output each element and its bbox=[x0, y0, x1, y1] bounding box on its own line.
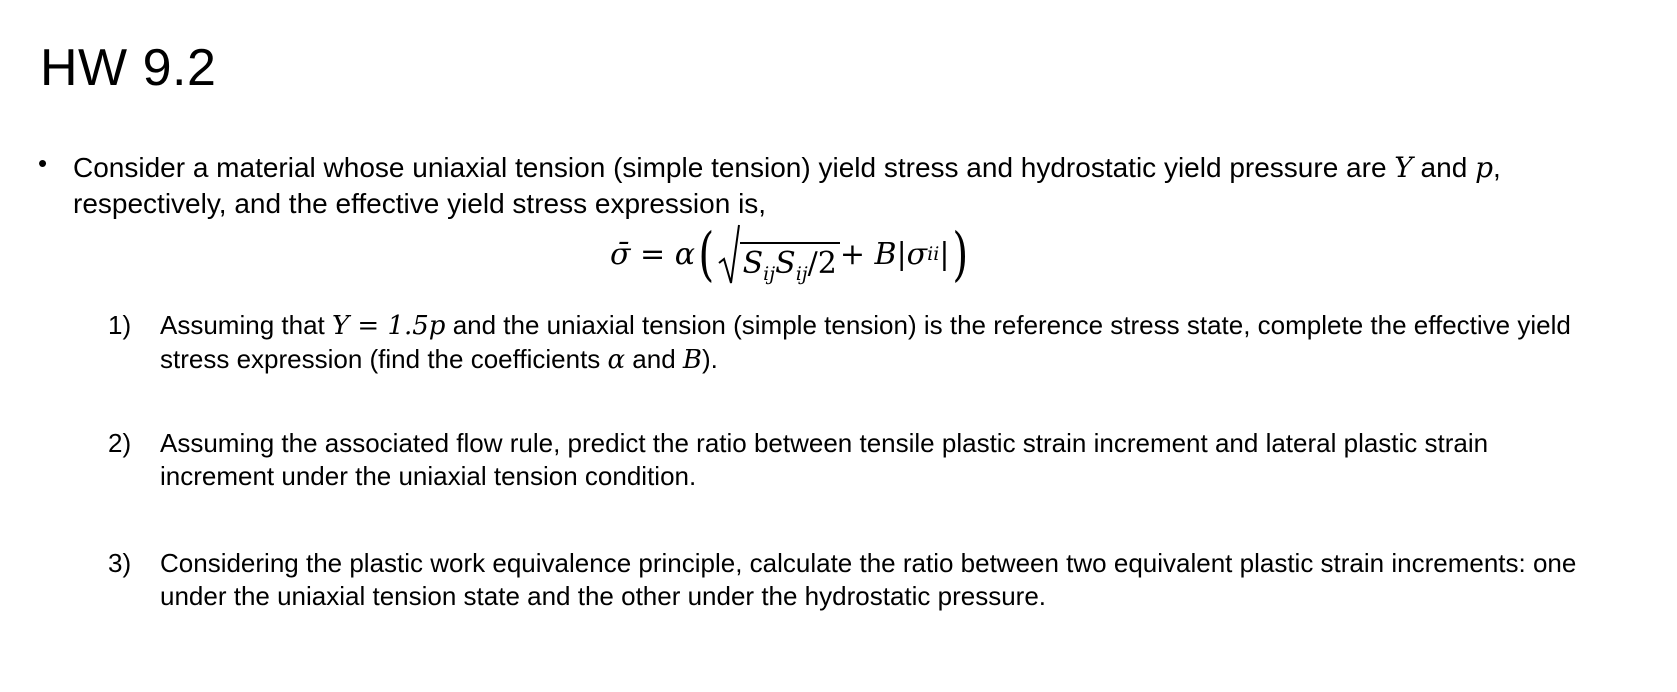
subscript-ij: ij bbox=[763, 263, 776, 285]
math-B: B bbox=[682, 345, 703, 375]
item-number: 1) bbox=[108, 310, 132, 340]
math-alpha: α bbox=[607, 345, 626, 375]
item-text-segment: and the uniaxial tension (simple tension) is the reference stress state, complete the effective yield stress expression (find the coefficients bbox=[160, 310, 1571, 374]
abs-close: | bbox=[939, 236, 950, 272]
symbol-S: S bbox=[775, 246, 796, 281]
math-Y-equals-1.5p: Y = 1.5p bbox=[331, 311, 446, 341]
item-number: 2) bbox=[108, 428, 132, 458]
intro-text-1: Consider a material whose uniaxial tension (simple tension) yield stress and hydrostatic yield pressure are bbox=[73, 152, 1395, 183]
item-text-segment: ). bbox=[702, 344, 718, 374]
subscript-ii: ii bbox=[927, 243, 940, 265]
var-p: p bbox=[1475, 151, 1493, 184]
intro-text-2: and bbox=[1412, 152, 1476, 183]
divide-by-two: /2 bbox=[807, 246, 837, 281]
slide-title: HW 9.2 bbox=[40, 39, 217, 97]
item-number: 3) bbox=[108, 548, 132, 578]
close-paren: ) bbox=[952, 220, 969, 288]
item-text-segment: and bbox=[625, 344, 683, 374]
subscript-ij: ij bbox=[795, 263, 808, 285]
var-Y: Y bbox=[1394, 151, 1413, 184]
problem-statement bbox=[73, 150, 1633, 222]
item-text-segment: Assuming that bbox=[160, 310, 332, 340]
equation-lhs: σ̄ = α bbox=[610, 236, 695, 272]
item-text bbox=[160, 309, 1600, 377]
bullet-marker: • bbox=[38, 148, 48, 178]
intro-text-3: , respectively, and the effective yield stress expression is, bbox=[73, 152, 1501, 219]
radicand bbox=[740, 242, 840, 285]
symbol-S: S bbox=[742, 246, 764, 281]
plus-B-term: + B|σ bbox=[839, 236, 928, 272]
yield-stress-equation bbox=[610, 214, 972, 294]
square-root bbox=[718, 223, 840, 285]
open-paren: ( bbox=[698, 220, 715, 288]
item-text: Considering the plastic work equivalence principle, calculate the ratio between two equivalent plastic strain increments: one under the uniaxial tension state and the other under the hydrostatic pressure. bbox=[160, 548, 1577, 611]
radical-sign-icon bbox=[718, 223, 740, 285]
item-text: Assuming the associated flow rule, predict the ratio between tensile plastic strain increment and lateral plastic strain increment under the uniaxial tension condition. bbox=[160, 428, 1489, 491]
